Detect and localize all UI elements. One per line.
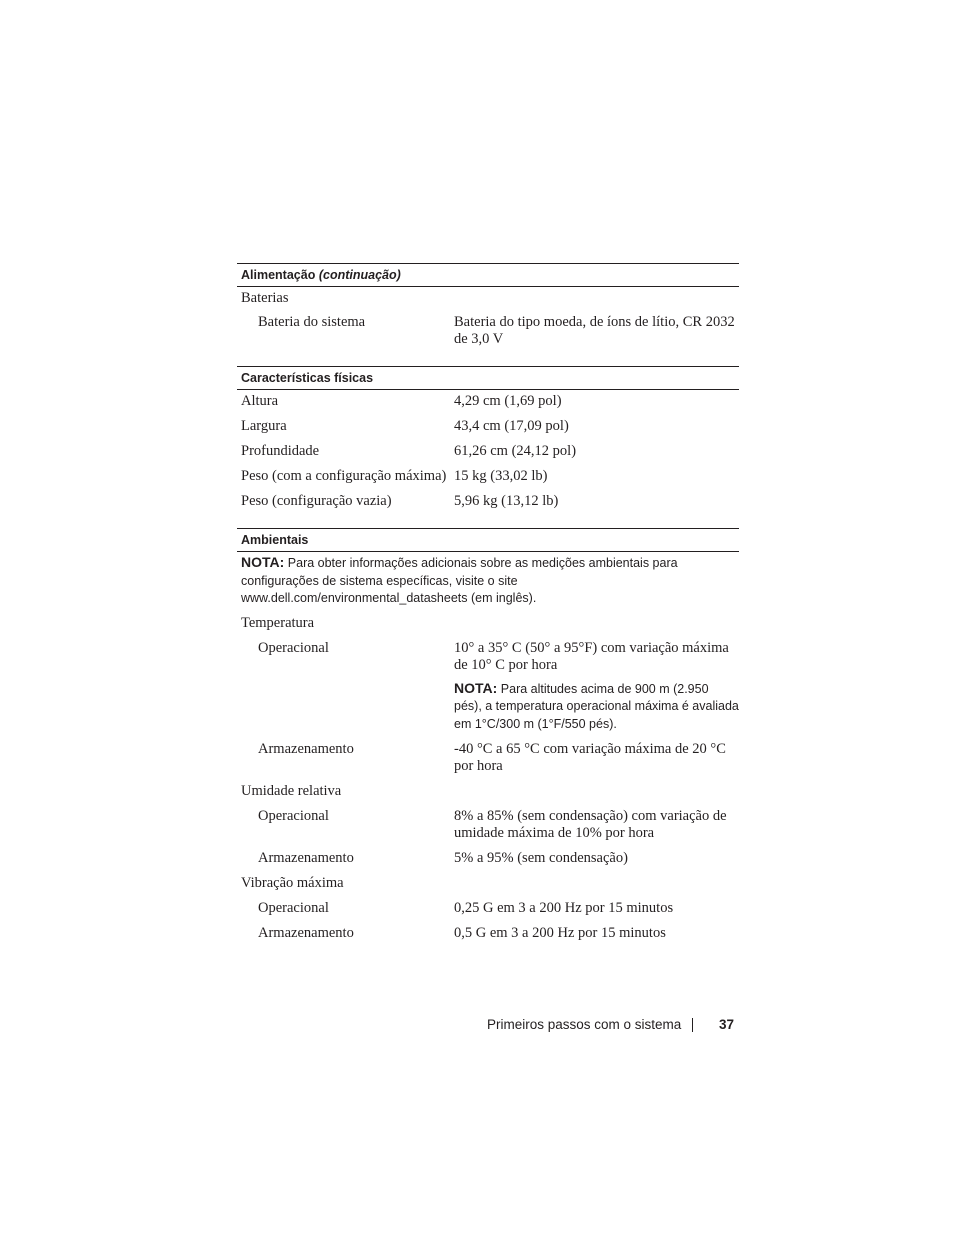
section-header-environmental	[237, 528, 739, 552]
footer-divider	[692, 1018, 693, 1032]
spec-row-vibration-operational	[237, 900, 739, 917]
section-title-continuation: (continuação)	[318, 268, 401, 282]
spec-row-vibration-storage	[237, 925, 739, 942]
spec-value: -40 °C a 65 °C com variação máxima de 20 °C por hora	[454, 741, 726, 774]
section-header-power	[237, 263, 739, 287]
section-title-environmental: Ambientais	[241, 533, 309, 547]
note-text: Para obter informações adicionais sobre as medições ambientais para configurações de sistema específicas, visite o site	[241, 556, 678, 588]
spec-table	[237, 263, 739, 942]
spec-value: 43,4 cm (17,09 pol)	[454, 418, 569, 434]
spec-label: Altura	[241, 393, 279, 409]
spec-value: 61,26 cm (24,12 pol)	[454, 443, 577, 459]
spec-label: Peso (configuração vazia)	[241, 493, 392, 509]
spec-value: Bateria do tipo moeda, de íons de lítio, CR 2032 de 3,0 V	[454, 314, 735, 347]
note-label: NOTA:	[241, 554, 285, 570]
note-text-end: (em inglês).	[471, 591, 537, 605]
spec-label: Operacional	[258, 808, 329, 824]
section-header-physical	[237, 366, 739, 390]
spec-row-batteries	[237, 290, 739, 307]
spec-value: 5,96 kg (13,12 lb)	[454, 493, 559, 509]
spec-value: 10° a 35° C (50° a 95°F) com variação máxima de 10° C por hora	[454, 639, 729, 673]
spec-label: Bateria do sistema	[258, 314, 366, 330]
spec-row-humidity	[237, 783, 739, 800]
spec-value: 4,29 cm (1,69 pol)	[454, 393, 562, 409]
spec-value: 0,25 G em 3 a 200 Hz por 15 minutos	[454, 900, 674, 916]
footer-chapter-title: Primeiros passos com o sistema	[487, 1017, 682, 1032]
section-title-power: Alimentação	[241, 268, 316, 282]
note-text: Para altitudes acima de 900 m (2.950 pés), a temperatura operacional máxima é avaliada em 1°C/300 m (1°F/550 pés).	[454, 681, 739, 731]
spec-label: Peso (com a configuração máxima)	[241, 468, 447, 484]
environmental-note	[237, 554, 739, 608]
spec-value: 0,5 G em 3 a 200 Hz por 15 minutos	[454, 925, 666, 941]
spec-row-temp-storage	[237, 741, 739, 775]
spec-label: Temperatura	[241, 614, 315, 631]
spec-label: Armazenamento	[258, 741, 354, 757]
page-number: 37	[719, 1017, 735, 1032]
note-label: NOTA:	[454, 679, 498, 696]
spec-row-width	[237, 418, 739, 435]
spec-label: Umidade relativa	[241, 783, 342, 799]
spec-row-empty-weight	[237, 493, 739, 510]
section-title-physical: Características físicas	[241, 371, 374, 385]
spec-label: Baterias	[241, 290, 289, 306]
spec-label: Profundidade	[241, 443, 320, 459]
note-url: www.dell.com/environmental_datasheets	[241, 591, 468, 605]
spec-value: 8% a 85% (sem condensação) com variação de umidade máxima de 10% por hora	[454, 808, 727, 841]
spec-value: 15 kg (33,02 lb)	[454, 468, 548, 484]
spec-row-temperature	[237, 615, 739, 632]
spec-label: Vibração máxima	[241, 875, 344, 891]
spec-value: 5% a 95% (sem condensação)	[454, 850, 628, 866]
spec-label: Largura	[241, 418, 287, 434]
spec-row-height	[237, 393, 739, 410]
spec-row-depth	[237, 443, 739, 460]
spec-row-humidity-storage	[237, 850, 739, 867]
spec-row-system-battery	[237, 314, 739, 348]
spec-label: Armazenamento	[258, 850, 354, 866]
spec-label: Operacional	[258, 900, 329, 916]
spec-row-temp-operational	[237, 640, 739, 734]
spec-label: Operacional	[258, 639, 329, 656]
temperature-note	[454, 680, 739, 734]
spec-row-max-weight	[237, 468, 739, 485]
spec-row-vibration	[237, 875, 739, 892]
spec-label: Armazenamento	[258, 925, 354, 941]
spec-row-humidity-operational	[237, 808, 739, 842]
